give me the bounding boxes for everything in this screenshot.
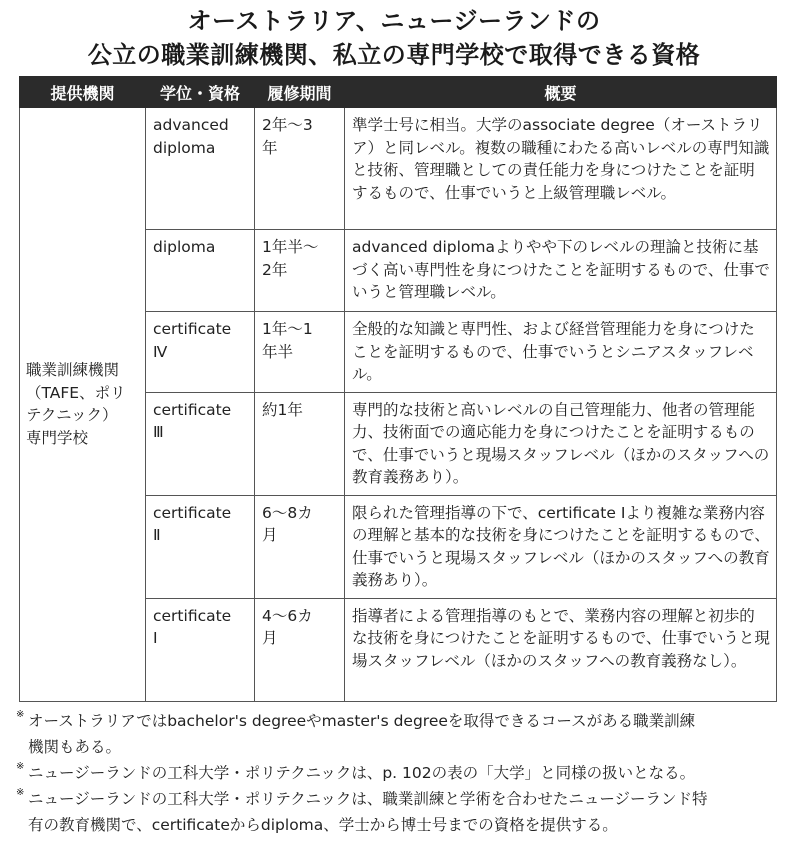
qualification-cell: diploma [146,230,255,312]
footnote-mark: ※ [16,786,25,798]
period-cell: 4〜6カ 月 [255,598,345,701]
footnote-mark: ※ [16,708,25,720]
footnote [16,786,772,838]
summary-cell: 準学士号に相当。大学のassociate degree（オーストラリア）と同レベル。複数の職種にわたる高いレベルの専門知識と技術、管理職としての責任能力を身につけたことを証明するもので、仕事でいうと上級管理職レベル。 [345,108,777,230]
period-cell: 2年〜3 年 [255,108,345,230]
header-provider: 提供機関 [20,77,146,108]
footnote [16,760,772,786]
table-header-row [20,77,777,108]
qualifications-table [19,76,777,702]
page-title [0,4,788,72]
period-cell: 約1年 [255,392,345,495]
summary-cell: 専門的な技術と高いレベルの自己管理能力、他者の管理能力、技術面での適応能力を身につけたことを証明するもので、仕事でいうと現場スタッフレベル（ほかのスタッフへの教育義務あり）。 [345,392,777,495]
qualification-cell: certificate Ⅰ [146,598,255,701]
footnote-text: 有の教育機関で、certificateからdiploma、学士から博士号までの資格を提供する。 [28,815,618,834]
header-qualification: 学位・資格 [146,77,255,108]
footnote-text: 機関もある。 [28,737,122,756]
qualification-cell: certificate Ⅳ [146,312,255,393]
title-line-1: オーストラリア、ニュージーランドの [187,7,601,35]
period-cell: 6〜8カ 月 [255,495,345,598]
footnote-text: ニュージーランドの工科大学・ポリテクニックは、p. 102の表の「大学」と同様の扱いとなる。 [28,763,696,782]
qualification-cell: certificate Ⅱ [146,495,255,598]
footnote-mark: ※ [16,760,25,772]
summary-cell: 指導者による管理指導のもとで、業務内容の理解と初歩的な技術を身につけたことを証明するもので、仕事でいうと現場スタッフレベル（ほかのスタッフへの教育義務なし）。 [345,598,777,701]
provider-cell: 職業訓練機関 （TAFE、ポリ テクニック） 専門学校 [20,108,146,702]
header-summary: 概要 [345,77,777,108]
footnote-text: オーストラリアではbachelor's degreeやmaster's degreeを取得できるコースがある職業訓練 [28,711,696,730]
summary-cell: 限られた管理指導の下で、certificate Ⅰより複雑な業務内容の理解と基本的な技術を身につけたことを証明するもので、仕事でいうと現場スタッフレベル（ほかのスタッフへの教育義務あり）。 [345,495,777,598]
footnote [16,708,772,760]
qualification-cell: advanced diploma [146,108,255,230]
period-cell: 1年〜1 年半 [255,312,345,393]
table-row [20,108,777,230]
summary-cell: advanced diplomaよりやや下のレベルの理論と技術に基づく高い専門性を身につけたことを証明するもので、仕事でいうと管理職レベル。 [345,230,777,312]
footnote-text: ニュージーランドの工科大学・ポリテクニックは、職業訓練と学術を合わせたニュージーランド特 [28,789,708,808]
summary-cell: 全般的な知識と専門性、および経営管理能力を身につけたことを証明するもので、仕事でいうとシニアスタッフレベル。 [345,312,777,393]
header-period: 履修期間 [255,77,345,108]
footnotes [16,708,772,838]
qualification-cell: certificate Ⅲ [146,392,255,495]
title-line-2: 公立の職業訓練機関、私立の専門学校で取得できる資格 [87,41,701,69]
period-cell: 1年半〜 2年 [255,230,345,312]
